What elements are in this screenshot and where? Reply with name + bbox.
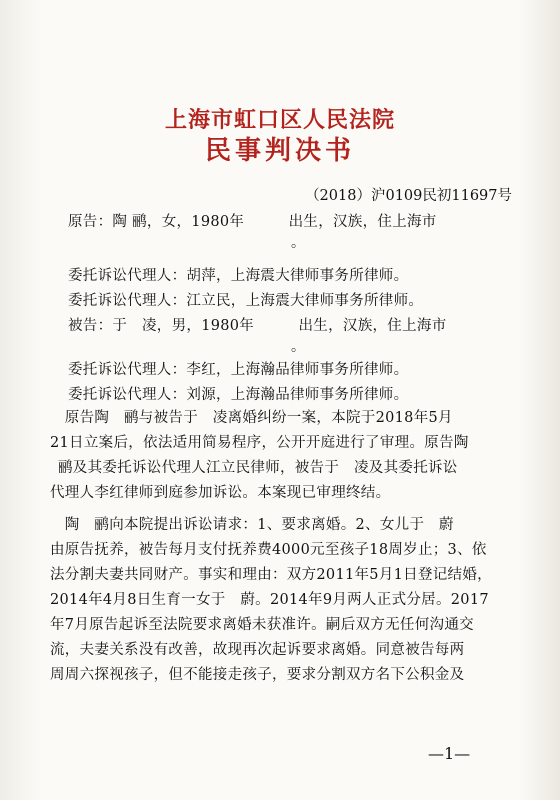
body-line: 流，夫妻关系没有改善，故现再次起诉要求离婚。同意被告每两 [50, 642, 465, 658]
body-line: 由原告抚养，被告每月支付抚养费4000元至孩子18周岁止；3、依 [50, 542, 487, 558]
case-number: （2018）沪0109民初11697号 [305, 188, 512, 204]
page-number: —1— [428, 744, 471, 763]
body-line: 代理人李红律师到庭参加诉讼。本案现已审理终结。 [50, 485, 391, 501]
body-line: 鹂及其委托诉讼代理人江立民律师，被告于 凌及其委托诉讼 [58, 460, 458, 476]
defendant-address-mark: 。 [291, 339, 305, 355]
body-line: 原告陶 鹂与被告于 凌离婚纠纷一案，本院于2018年5月 [50, 410, 453, 426]
body-line: 年7月原告起诉至法院要求离婚未获准许。嗣后双方无任何沟通交 [50, 617, 474, 633]
body-line: 陶 鹂向本院提出诉讼请求：1、要求离婚。2、女儿于 蔚 [50, 517, 454, 533]
body-line: 2014年4月8日生育一女于 蔚。2014年9月两人正式分居。2017 [50, 592, 489, 608]
plaintiff-line: 原告：陶 鹂，女，1980年 出生，汉族，住上海市 [68, 214, 437, 230]
plaintiff-agent-2: 委托诉讼代理人：江立民，上海震大律师事务所律师。 [68, 293, 424, 309]
body-line: 法分割夫妻共同财产。事实和理由：双方2011年5月1日登记结婚， [50, 567, 492, 583]
document-type: 民事判决书 [204, 136, 355, 166]
plaintiff-address-mark: 。 [291, 235, 305, 251]
plaintiff-agent-1: 委托诉讼代理人：胡萍，上海震大律师事务所律师。 [68, 268, 409, 284]
defendant-agent-1: 委托诉讼代理人：李红，上海瀚品律师事务所律师。 [68, 362, 409, 378]
defendant-line: 被告：于 凌，男，1980年 出生，汉族，住上海市 [68, 318, 447, 334]
body-line: 周周六探视孩子，但不能接走孩子，要求分割双方名下公积金及 [50, 667, 465, 683]
defendant-agent-2: 委托诉讼代理人：刘源，上海瀚品律师事务所律师。 [68, 387, 409, 403]
court-name: 上海市虹口区人民法院 [164, 107, 395, 133]
body-line: 21日立案后，依法适用简易程序，公开开庭进行了审理。原告陶 [50, 435, 469, 451]
